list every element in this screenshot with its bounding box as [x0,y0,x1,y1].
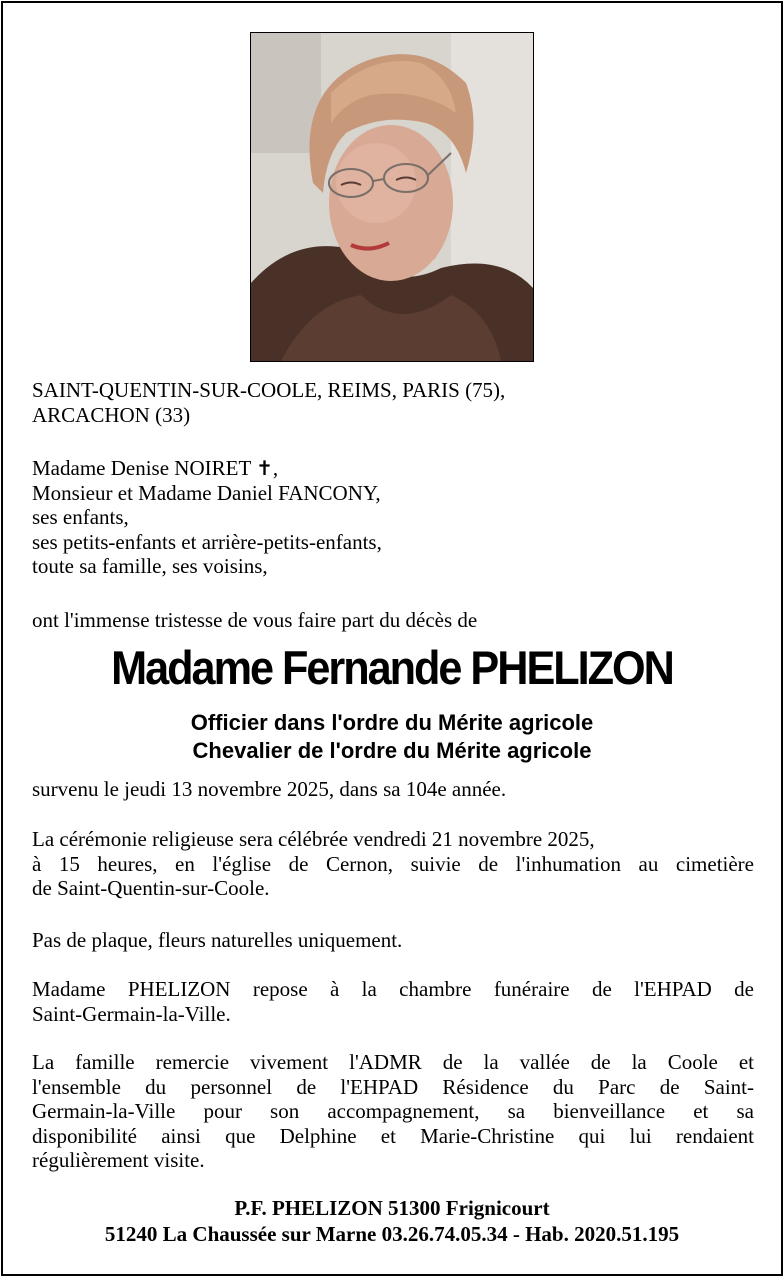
announcement [32,608,754,633]
family-member: Madame Denise NOIRET [32,456,251,480]
cross-icon: ✝ [256,456,273,480]
ceremony-line: La cérémonie religieuse sera célébrée vendredi 21 novembre 2025, [32,827,595,851]
family-line: toute sa famille, ses voisins, [32,554,268,578]
thanks-line: La famille remercie vivement l'ADMR de la vallée de la Coole et [32,1050,754,1074]
death-info-text: survenu le jeudi 13 novembre 2025, dans sa 104e année. [32,777,507,801]
rest-place-line: Madame PHELIZON repose à la chambre funéraire de l'EHPAD de [32,977,754,1001]
honour-line: Officier dans l'ordre du Mérite agricole [190,710,594,735]
thanks-line: disponibilité ainsi que Delphine et Marie-Christine qui lui rendaient [32,1123,754,1148]
rest-place-line: Saint-Germain-la-Ville. [32,1001,231,1026]
death-info [32,777,754,802]
family-block [32,456,754,579]
family-line: Monsieur et Madame Daniel FANCONY, [32,480,381,505]
funeral-home-footer [0,1195,784,1247]
ceremony-block [32,827,754,901]
flowers-note [32,928,754,953]
ceremony-line: de Saint-Quentin-sur-Coole. [32,876,270,900]
family-line [32,456,754,481]
thanks-line: régulièrement visite. [32,1148,205,1172]
locations-line: SAINT-QUENTIN-SUR-COOLE, REIMS, PARIS (75), [32,378,506,402]
deceased-name: Madame Fernande PHELIZON [111,641,673,694]
flowers-text: Pas de plaque, fleurs naturelles uniquement. [32,928,403,952]
thanks-line: Germain-la-Ville pour son accompagnement, sa bienveillance et sa [32,1099,754,1123]
ceremony-line: à 15 heures, en l'église de Cernon, suivie de l'inhumation au cimetière [32,851,754,876]
honour-line: Chevalier de l'ordre du Mérite agricole [192,738,592,763]
thanks-line: l'ensemble du personnel de l'EHPAD Résidence du Parc de Saint- [32,1074,754,1099]
thanks-block [32,1050,754,1173]
family-comma: , [272,456,279,480]
portrait-photo [250,32,534,362]
locations-block [32,378,754,427]
footer-line: 51240 La Chaussée sur Marne 03.26.74.05.34 - Hab. 2020.51.195 [104,1222,680,1246]
portrait-icon [251,33,533,361]
rest-place-block [32,977,754,1026]
family-line: ses enfants, [32,505,129,529]
announcement-text: ont l'immense tristesse de vous faire part du décès de [32,608,478,632]
locations-line: ARCACHON (33) [32,402,191,427]
footer-line: P.F. PHELIZON 51300 Frignicourt [234,1196,550,1220]
family-line: ses petits-enfants et arrière-petits-enfants, [32,529,382,554]
honours-block [0,709,784,765]
